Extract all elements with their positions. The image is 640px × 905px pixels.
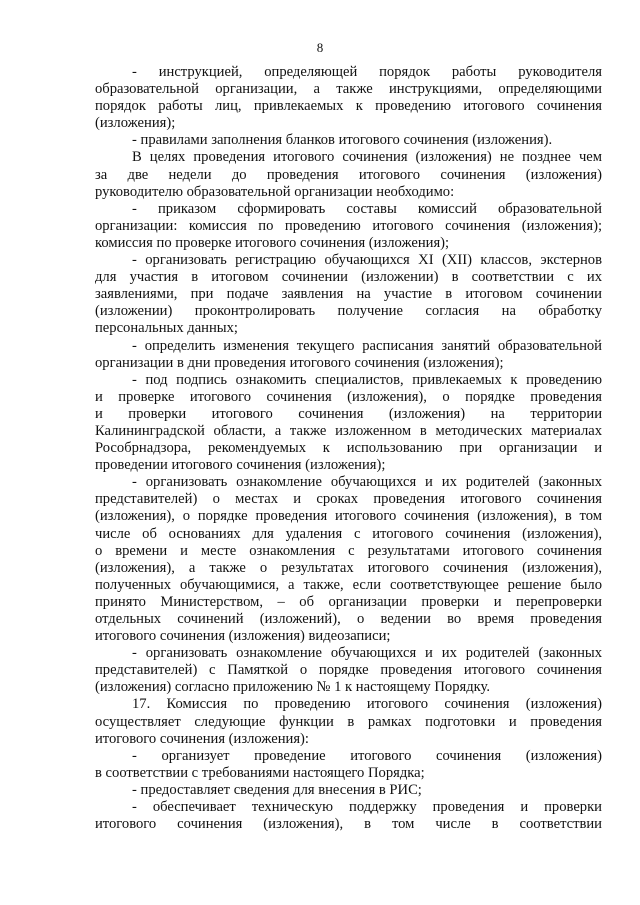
- text-line: в соответствии с требованиями настоящего Порядка;: [95, 764, 425, 781]
- text-line: персональных данных;: [95, 320, 238, 337]
- text-line: принято Министерством, – об организации проверки и перепроверки: [95, 593, 602, 610]
- text-line: В целях проведения итогового сочинения (изложения) не позднее чем: [132, 149, 602, 166]
- text-line: (изложении) проконтролировать получение согласия на обработку: [95, 303, 602, 320]
- text-line: для участия в итоговом сочинении (изложении) в соответствии с их: [95, 269, 602, 286]
- text-line: образовательной организации, а также инструкциями, определяющими: [95, 81, 602, 98]
- text-line: - инструкцией, определяющей порядок работы руководителя: [132, 64, 602, 80]
- text-line: порядок работы лиц, привлекаемых к проведению итогового сочинения: [95, 98, 602, 115]
- text-line: Рособрнадзора, рекомендуемых к использованию при организации и: [95, 440, 602, 457]
- text-line: полученных обучающимися, а также, если соответствующее решение было: [95, 576, 602, 593]
- text-line: проведении итогового сочинения (изложения);: [95, 457, 386, 474]
- text-line: заявлениями, при подаче заявления на участие в итоговом сочинении: [95, 286, 602, 303]
- text-line: осуществляет следующие функции в рамках подготовки и проведения: [95, 713, 602, 730]
- text-line: - приказом сформировать составы комиссий образовательной: [132, 200, 602, 217]
- text-line: - обеспечивает техническую поддержку проведения и проверки: [132, 799, 602, 816]
- text-line: - организовать ознакомление обучающихся и их родителей (законных: [132, 645, 602, 662]
- text-line: (изложения) согласно приложению № 1 к настоящему Порядку.: [95, 679, 491, 696]
- text-line: - правилами заполнения бланков итогового сочинения (изложения).: [132, 132, 553, 149]
- text-line: - определить изменения текущего расписания занятий образовательной: [132, 337, 602, 354]
- text-line: итогового сочинения (изложения), в том числе в соответствии: [95, 816, 602, 833]
- text-line: и проверки итогового сочинения (изложения) на территории: [95, 405, 602, 422]
- page-number: 8: [316, 40, 324, 55]
- text-line: - организовать ознакомление обучающихся и их родителей (законных: [132, 474, 602, 491]
- text-line: организации в дни проведения итогового сочинения (изложения);: [95, 354, 504, 371]
- document-body: [95, 64, 602, 833]
- text-line: (изложения), а также о результатах итогового сочинения (изложения),: [95, 559, 602, 576]
- text-line: Калининградской области, а также изложенном в методических материалах: [95, 422, 602, 439]
- text-line: руководителю образовательной организации необходимо:: [95, 183, 455, 200]
- text-line: - организует проведение итогового сочинения (изложения): [132, 747, 602, 764]
- text-line: представителей) с Памяткой о порядке проведения итогового сочинения: [95, 662, 602, 679]
- text-line: числе об основаниях для удаления с итогового сочинения (изложения),: [95, 525, 602, 542]
- text-line: отдельных сочинений (изложений), о ведении во время проведения: [95, 611, 602, 627]
- text-line: - под подпись ознакомить специалистов, привлекаемых к проведению: [132, 371, 602, 388]
- text-line: итогового сочинения (изложения):: [95, 730, 309, 747]
- text-line: комиссия по проверке итогового сочинения (изложения);: [95, 234, 450, 251]
- text-line: и проверке итогового сочинения (изложения), о порядке проведения: [95, 388, 602, 405]
- text-line: за две недели до проведения итогового сочинения (изложения): [95, 166, 602, 183]
- text-line: итогового сочинения (изложения) видеозаписи;: [95, 628, 391, 645]
- text-line: 17. Комиссия по проведению итогового сочинения (изложения): [132, 696, 602, 713]
- text-line: организации: комиссия по проведению итогового сочинения (изложения);: [95, 217, 602, 234]
- text-line: - предоставляет сведения для внесения в РИС;: [132, 781, 422, 798]
- text-line: (изложения), о порядке проведения итогового сочинения (изложения), в том: [95, 508, 602, 525]
- text-line: (изложения);: [95, 115, 176, 132]
- text-line: представителей) о местах и сроках проведения итогового сочинения: [95, 491, 602, 508]
- text-line: - организовать регистрацию обучающихся XI (XII) классов, экстернов: [132, 252, 602, 269]
- text-line: о времени и месте ознакомления с результатами итогового сочинения: [95, 542, 602, 559]
